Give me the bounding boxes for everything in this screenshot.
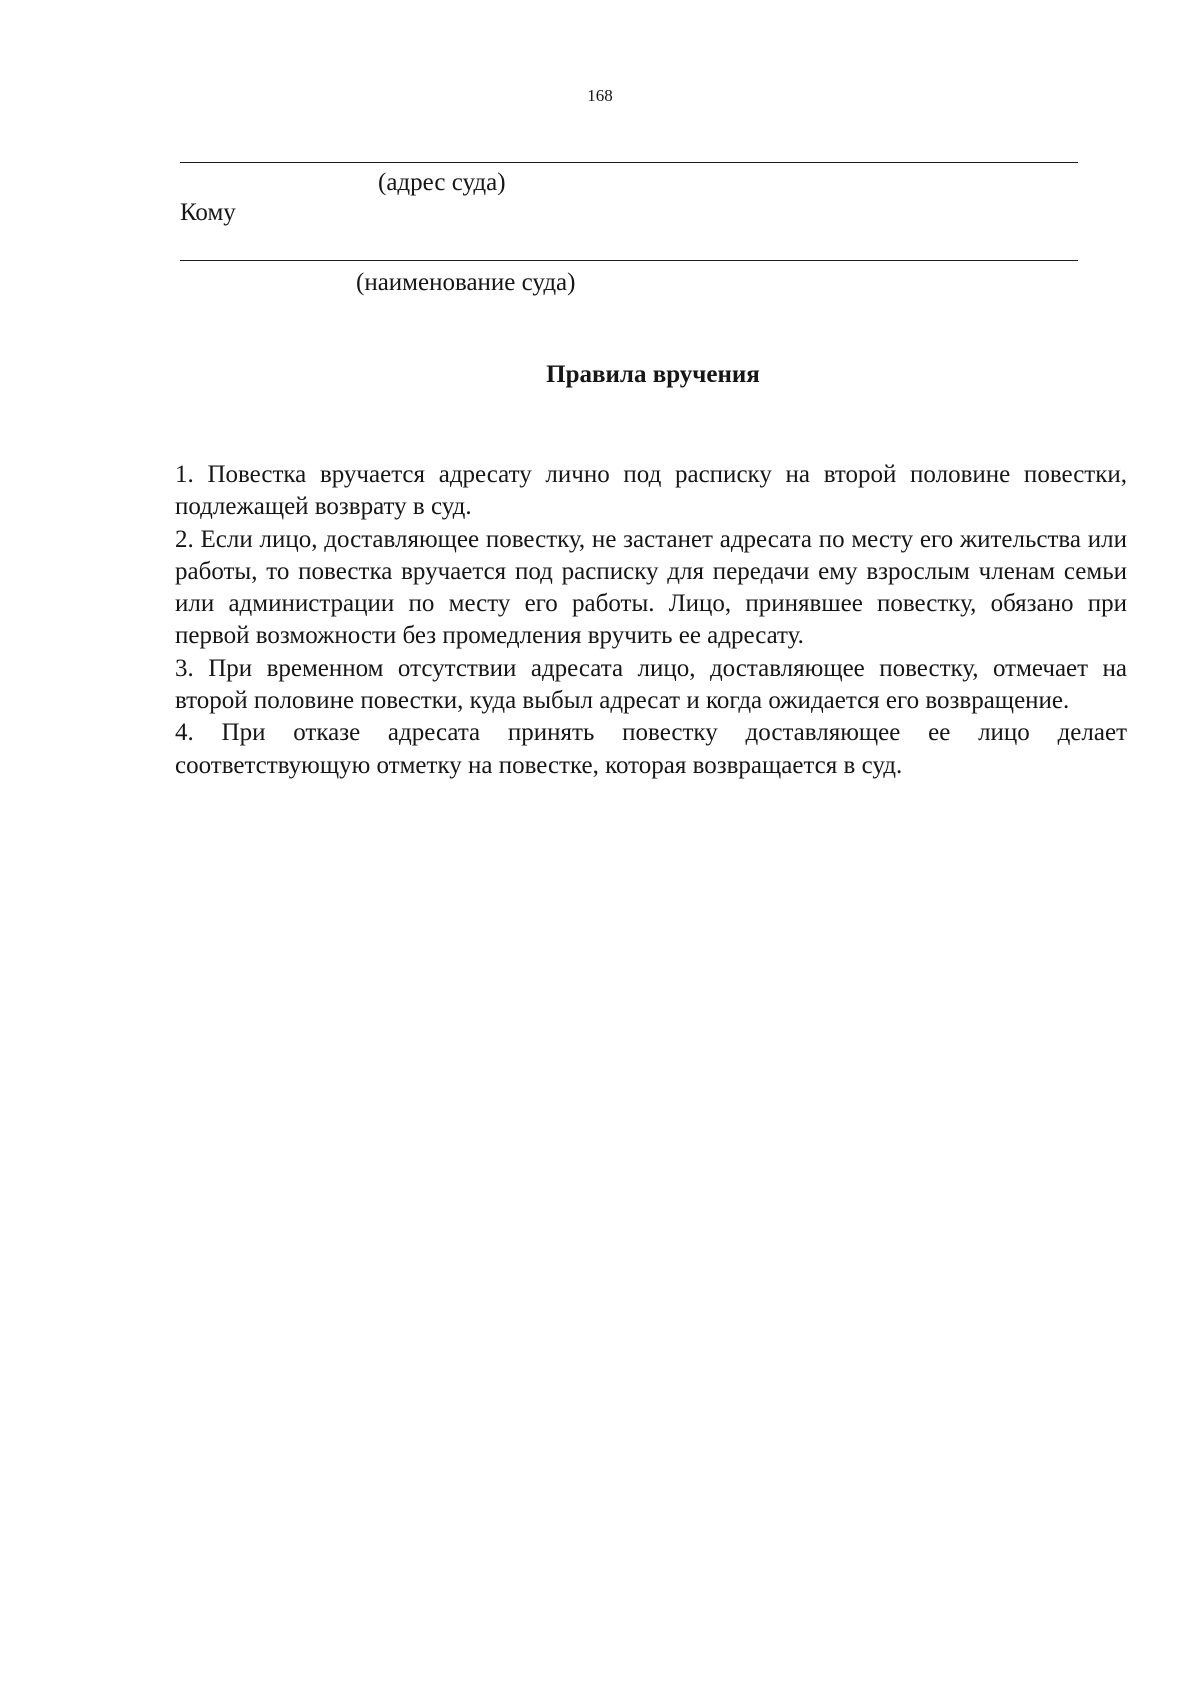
- section-heading: Правила вручения: [546, 361, 760, 388]
- rule-item-2: 2. Если лицо, доставляющее повестку, не застанет адресата по месту его жительства или работы, то повестка вручается под расписку для передачи ему взрослым членам семьи или администрации по месту его работы. Лицо, принявшее повестку, обязано при первой возможности без промедления вручить ее адресату.: [175, 525, 1127, 650]
- rules-list: [175, 459, 1127, 782]
- rule-item-1: 1. Повестка вручается адресату лично под расписку на второй половине повестки, подлежащей возврату в суд.: [175, 461, 1127, 521]
- rule-item-4: 4. При отказе адресата принять повестку доставляющее ее лицо делает соответствующую отметку на повестке, которая возвращается в суд.: [175, 719, 1127, 779]
- page-number: 168: [587, 86, 613, 105]
- address-caption: (адрес суда): [378, 169, 506, 196]
- court-name-blank-line: [180, 260, 1078, 261]
- rule-item-3: 3. При временном отсутствии адресата лицо, доставляющее повестку, отмечает на второй половине повестки, куда выбыл адресат и когда ожидается его возвращение.: [175, 654, 1127, 715]
- address-blank-line: [180, 162, 1078, 163]
- court-name-caption: (наименование суда): [356, 269, 576, 296]
- recipient-label: Кому: [180, 199, 236, 226]
